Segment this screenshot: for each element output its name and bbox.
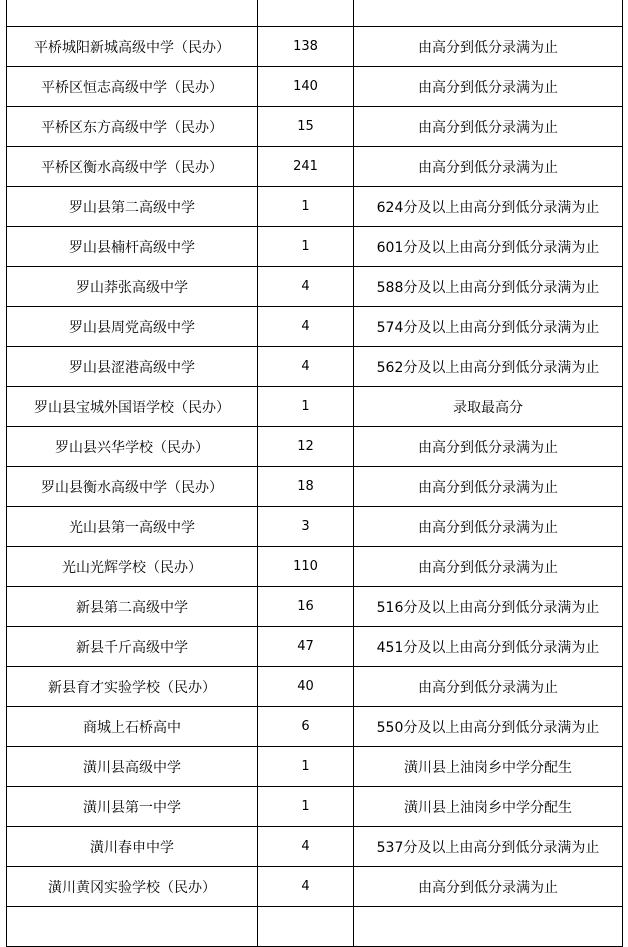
admission-rule-cell: 451分及以上由高分到低分录满为止 [354,627,623,667]
admission-rule-cell: 由高分到低分录满为止 [354,107,623,147]
table-row [7,387,623,427]
quota-count-cell: 15 [258,107,354,147]
admission-rule-cell: 550分及以上由高分到低分录满为止 [354,707,623,747]
admission-rule-cell: 由高分到低分录满为止 [354,507,623,547]
school-name-cell: 罗山县涩港高级中学 [7,347,258,387]
table-row [7,0,623,27]
school-name-cell: 罗山县衡水高级中学（民办） [7,467,258,507]
quota-count-cell: 241 [258,147,354,187]
table-row [7,907,623,947]
table-row [7,187,623,227]
admission-table [6,0,623,947]
admission-table-body [7,0,623,947]
table-row [7,307,623,347]
table-row [7,827,623,867]
quota-count-cell: 6 [258,707,354,747]
quota-count-cell: 3 [258,507,354,547]
school-name-cell: 平桥城阳新城高级中学（民办） [7,27,258,67]
admission-rule-cell: 562分及以上由高分到低分录满为止 [354,347,623,387]
school-name-cell: 潢川县高级中学 [7,747,258,787]
admission-rule-cell: 由高分到低分录满为止 [354,467,623,507]
admission-rule-cell: 601分及以上由高分到低分录满为止 [354,227,623,267]
quota-count-cell: 110 [258,547,354,587]
quota-count-cell: 16 [258,587,354,627]
table-row [7,427,623,467]
quota-count-cell: 1 [258,187,354,227]
quota-count-cell: 140 [258,67,354,107]
table-row [7,67,623,107]
table-row [7,467,623,507]
table-row [7,107,623,147]
table-row [7,547,623,587]
quota-count-cell: 138 [258,27,354,67]
table-row [7,267,623,307]
admission-rule-cell: 574分及以上由高分到低分录满为止 [354,307,623,347]
school-name-cell [7,0,258,27]
table-row [7,747,623,787]
school-name-cell: 罗山县第二高级中学 [7,187,258,227]
admission-rule-cell [354,0,623,27]
school-name-cell: 罗山县楠杆高级中学 [7,227,258,267]
admission-rule-cell: 潢川县上油岗乡中学分配生 [354,747,623,787]
table-row [7,27,623,67]
quota-count-cell [258,907,354,947]
quota-count-cell: 4 [258,307,354,347]
admission-rule-cell: 由高分到低分录满为止 [354,667,623,707]
school-name-cell: 罗山县周党高级中学 [7,307,258,347]
quota-count-cell: 1 [258,747,354,787]
admission-rule-cell: 由高分到低分录满为止 [354,27,623,67]
table-row [7,787,623,827]
table-row [7,667,623,707]
school-name-cell: 平桥区东方高级中学（民办） [7,107,258,147]
school-name-cell: 平桥区衡水高级中学（民办） [7,147,258,187]
school-name-cell: 新县育才实验学校（民办） [7,667,258,707]
school-name-cell: 罗山县兴华学校（民办） [7,427,258,467]
table-row [7,147,623,187]
table-row [7,587,623,627]
quota-count-cell: 4 [258,347,354,387]
school-name-cell: 罗山县宝城外国语学校（民办） [7,387,258,427]
admission-rule-cell: 588分及以上由高分到低分录满为止 [354,267,623,307]
table-row [7,347,623,387]
table-row [7,867,623,907]
admission-rule-cell: 由高分到低分录满为止 [354,67,623,107]
table-row [7,627,623,667]
school-name-cell: 新县第二高级中学 [7,587,258,627]
quota-count-cell: 12 [258,427,354,467]
quota-count-cell: 1 [258,787,354,827]
school-name-cell: 潢川县第一中学 [7,787,258,827]
school-name-cell: 罗山莽张高级中学 [7,267,258,307]
admission-rule-cell: 537分及以上由高分到低分录满为止 [354,827,623,867]
table-row [7,707,623,747]
admission-rule-cell: 潢川县上油岗乡中学分配生 [354,787,623,827]
school-name-cell: 光山光辉学校（民办） [7,547,258,587]
table-row [7,227,623,267]
admission-rule-cell: 由高分到低分录满为止 [354,147,623,187]
admission-rule-cell: 录取最高分 [354,387,623,427]
table-row [7,507,623,547]
quota-count-cell: 4 [258,267,354,307]
admission-rule-cell: 516分及以上由高分到低分录满为止 [354,587,623,627]
quota-count-cell: 40 [258,667,354,707]
admission-rule-cell [354,907,623,947]
quota-count-cell: 18 [258,467,354,507]
school-name-cell: 潢川春申中学 [7,827,258,867]
school-name-cell: 潢川黄冈实验学校（民办） [7,867,258,907]
admission-rule-cell: 由高分到低分录满为止 [354,427,623,467]
school-name-cell: 新县千斤高级中学 [7,627,258,667]
admission-rule-cell: 624分及以上由高分到低分录满为止 [354,187,623,227]
school-name-cell: 商城上石桥高中 [7,707,258,747]
school-name-cell: 平桥区恒志高级中学（民办） [7,67,258,107]
school-name-cell: 光山县第一高级中学 [7,507,258,547]
admission-rule-cell: 由高分到低分录满为止 [354,867,623,907]
quota-count-cell [258,0,354,27]
quota-count-cell: 47 [258,627,354,667]
quota-count-cell: 4 [258,827,354,867]
quota-count-cell: 1 [258,227,354,267]
school-name-cell [7,907,258,947]
quota-count-cell: 4 [258,867,354,907]
quota-count-cell: 1 [258,387,354,427]
admission-rule-cell: 由高分到低分录满为止 [354,547,623,587]
